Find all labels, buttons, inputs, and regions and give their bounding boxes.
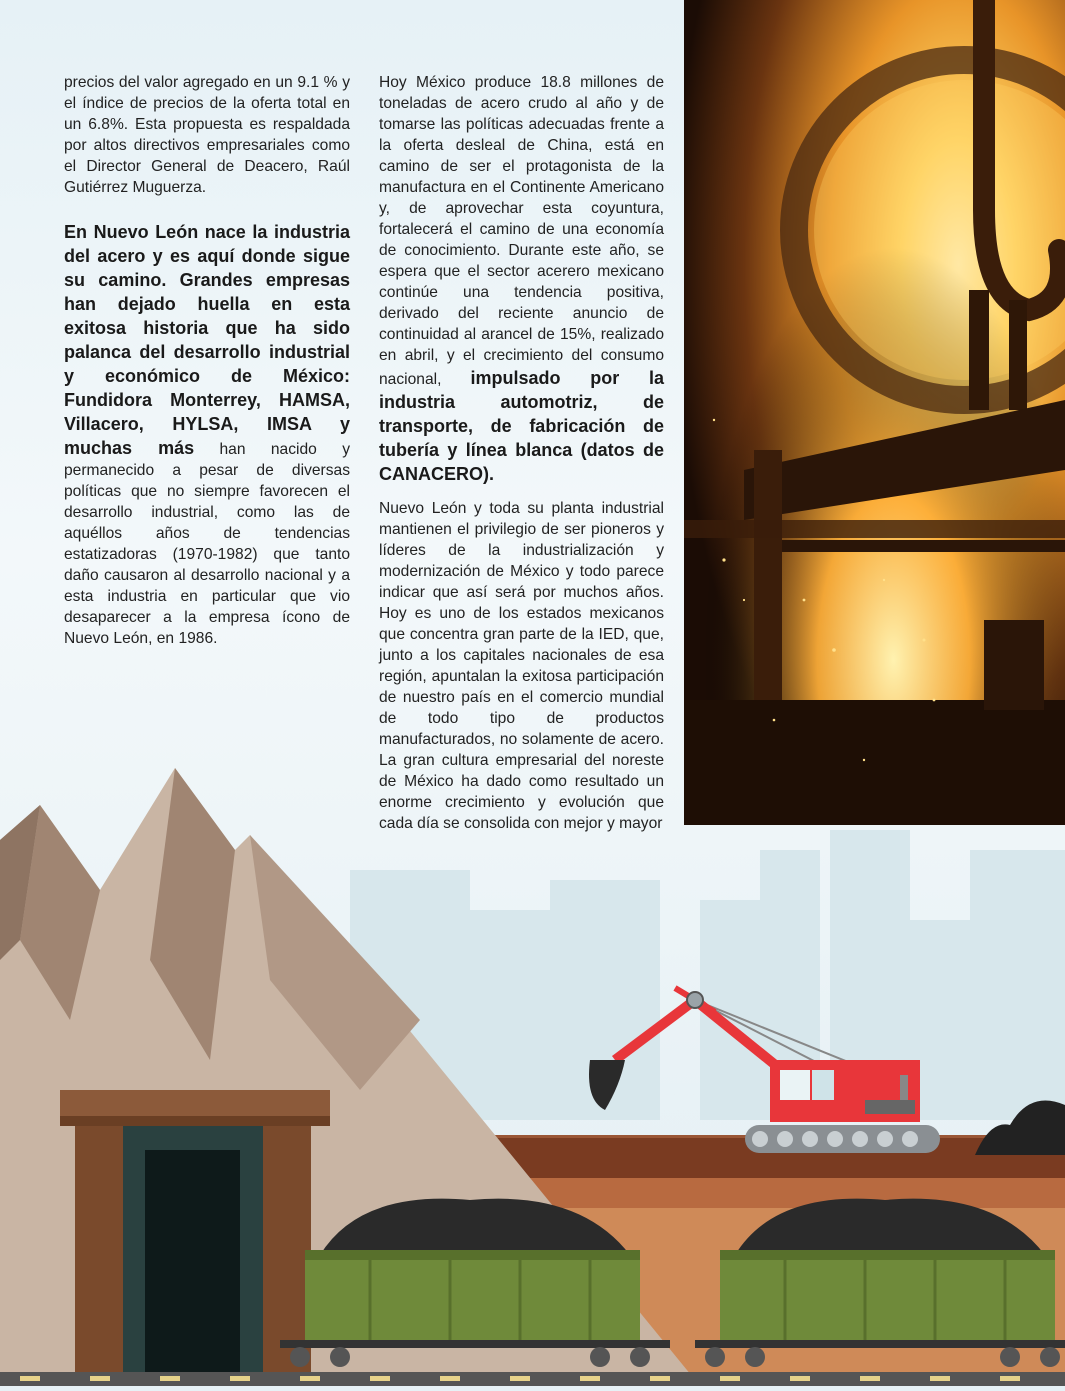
paragraph — [379, 72, 664, 486]
steel-furnace-photo — [684, 0, 1065, 825]
paragraph-text: han nacido y permanecido a pesar de diversas políticas que no siempre favorecen el desarrollo industrial, como las de aquéllos años de tendencias estatizadoras (1970-1982) que tanto daño causaron al desarrollo nacional y a esta industria en particular que vio desaparecer a la empresa ícono de Nuevo León, en 1986. — [64, 441, 351, 647]
rail-track — [0, 1372, 1065, 1386]
highlight-text: En Nuevo León nace la industria del acero y es aquí donde sigue su camino. Grandes empresas han dejado huella en esta exitosa historia que ha sido palanca del desarrollo industrial y económico de México: Fundidora Monterrey, HAMSA, Villacero, HYLSA, IMSA y muchas más — [64, 222, 350, 458]
highlight-text: impulsado por la industria automotriz, de transporte, de fabricación de tubería y línea blanca (datos de CANACERO). — [379, 368, 664, 484]
city-skyline — [350, 830, 1065, 1120]
text-column-left — [64, 72, 350, 649]
paragraph-text: Hoy México produce 18.8 millones de toneladas de acero crudo al año y de tomarse las políticas adecuadas frente a la oferta desleal de China, está en camino de ser el protagonista de la manufactura en el Continente Americano y, de aprovechar esta coyuntura, fortalecerá el camino de una economía de conocimiento. Durante este año, se espera que el sector acerero mexicano continúe una tendencia positiva, derivado del reciente anuncio de continuidad al arancel de 15%, realizado en abril, y el crecimiento del consumo nacional, — [379, 74, 664, 388]
paragraph: Nuevo León y toda su planta industrial mantienen el privilegio de ser pioneros y líderes de la industrialización y modernización de México y todo parece indicar que así será por muchos años. Hoy es uno de los estados mexicanos que concentra gran parte de la IED, que, junto a los capitales nacionales de esa región, apuntalan la exitosa participación de nuestro país en el comercio mundial de todo tipo de productos manufacturados, no solamente de acero. La gran cultura empresarial del noreste de México ha dado como resultado un enorme crecimiento y evolución que cada día se consolida con mejor y mayor — [379, 500, 664, 832]
paragraph: precios del valor agregado en un 9.1 % y el índice de precios de la oferta total en un 6.8%. Esta propuesta es respaldada por altos directivos empresariales como el Director General de Deacero, Raúl Gutiérrez Muguerza. — [64, 74, 350, 196]
mining-illustration — [0, 760, 1065, 1386]
paragraph — [64, 220, 350, 649]
text-column-right — [379, 72, 664, 834]
